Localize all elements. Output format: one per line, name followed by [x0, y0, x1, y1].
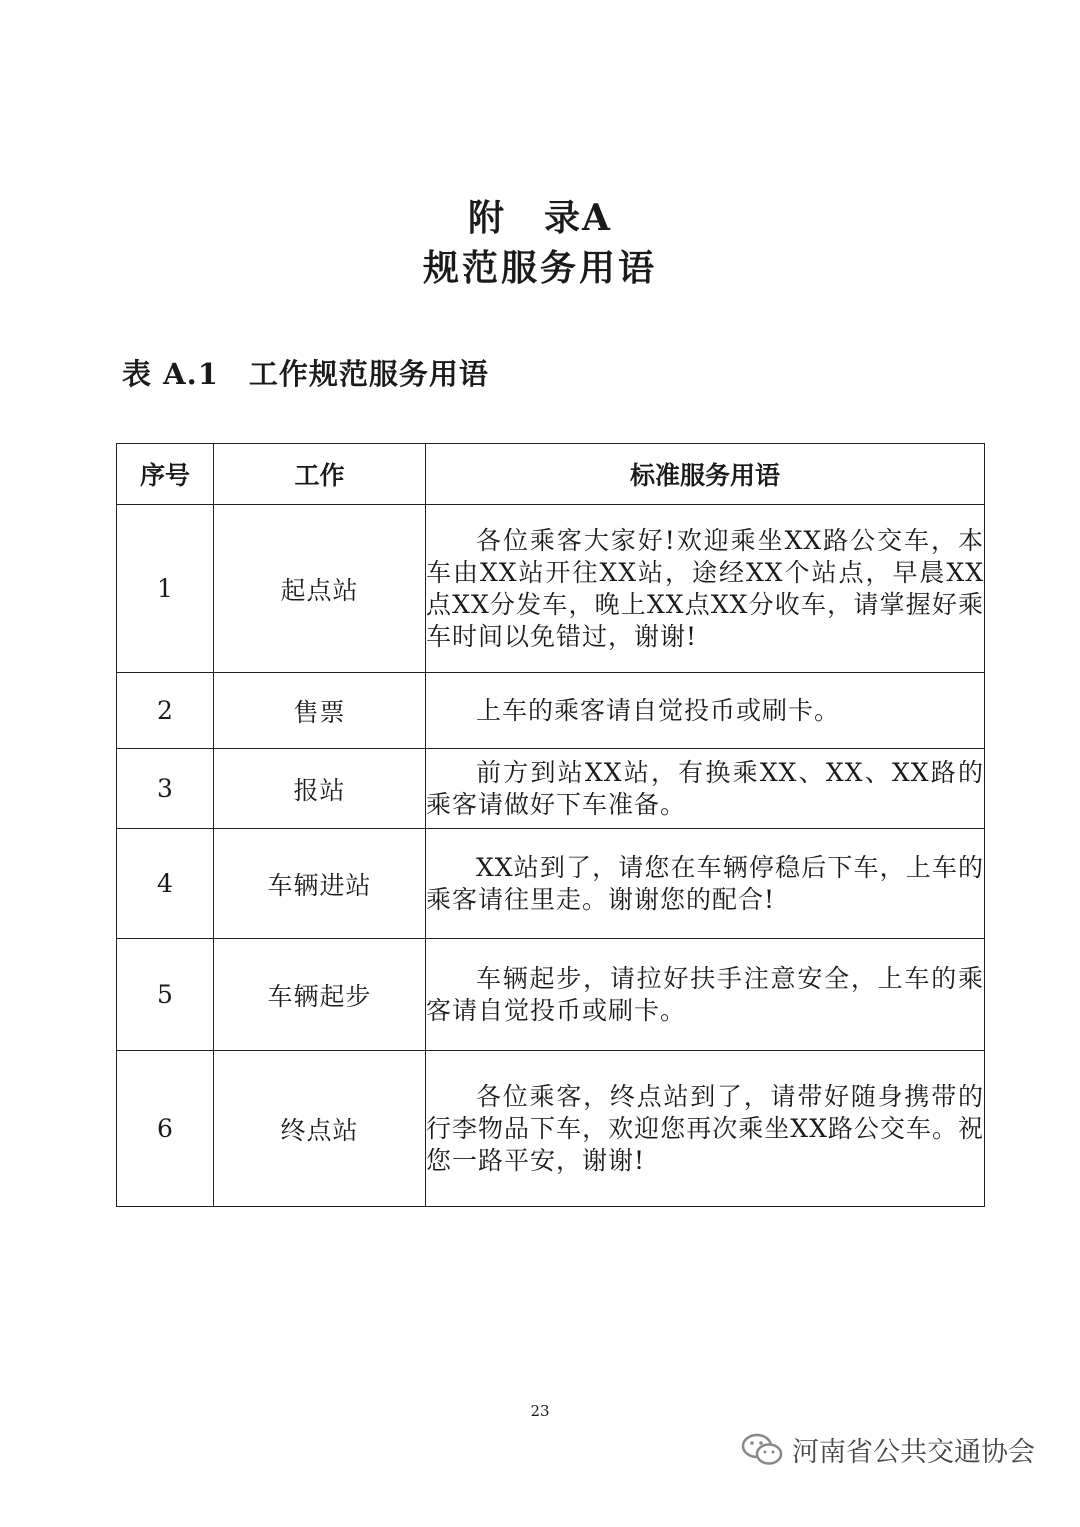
table-row [117, 673, 985, 749]
row-no: 1 [117, 505, 214, 673]
table-row [117, 1051, 985, 1207]
row-task: 车辆进站 [214, 829, 426, 939]
row-no: 6 [117, 1051, 214, 1207]
appendix-subtitle: 规范服务用语 [422, 247, 657, 289]
table-caption: 表 A.1 工作规范服务用语 [122, 357, 489, 391]
row-phrase: 车辆起步，请拉好扶手注意安全，上车的乘客请自觉投币或刷卡。 [426, 939, 985, 1051]
row-phrase: 上车的乘客请自觉投币或刷卡。 [426, 673, 985, 749]
row-task: 报站 [214, 749, 426, 829]
row-no: 3 [117, 749, 214, 829]
appendix-title: 附 录A [468, 197, 612, 239]
table-row [117, 829, 985, 939]
row-phrase: 前方到站XX站，有换乘XX、XX、XX路的乘客请做好下车准备。 [426, 749, 985, 829]
page-number: 23 [530, 1402, 550, 1420]
watermark [740, 1430, 1035, 1469]
row-phrase: 各位乘客大家好!欢迎乘坐XX路公交车，本车由XX站开往XX站，途经XX个站点，早晨XX点XX分发车，晚上XX点XX分收车，请掌握好乘车时间以免错过，谢谢! [426, 505, 985, 673]
header-task: 工作 [214, 444, 426, 505]
table-row [117, 505, 985, 673]
wechat-icon [740, 1432, 784, 1468]
row-no: 4 [117, 829, 214, 939]
row-phrase: 各位乘客，终点站到了，请带好随身携带的行李物品下车，欢迎您再次乘坐XX路公交车。祝您一路平安，谢谢! [426, 1051, 985, 1207]
watermark-text: 河南省公共交通协会 [792, 1437, 1035, 1468]
row-task: 终点站 [214, 1051, 426, 1207]
table-header-row [117, 444, 985, 505]
header-phrase: 标准服务用语 [426, 444, 985, 505]
header-no: 序号 [117, 444, 214, 505]
row-no: 5 [117, 939, 214, 1051]
service-phrase-table [116, 443, 985, 1207]
row-phrase: XX站到了，请您在车辆停稳后下车，上车的乘客请往里走。谢谢您的配合! [426, 829, 985, 939]
row-task: 起点站 [214, 505, 426, 673]
table-row [117, 939, 985, 1051]
table-row [117, 749, 985, 829]
row-task: 售票 [214, 673, 426, 749]
row-no: 2 [117, 673, 214, 749]
row-task: 车辆起步 [214, 939, 426, 1051]
